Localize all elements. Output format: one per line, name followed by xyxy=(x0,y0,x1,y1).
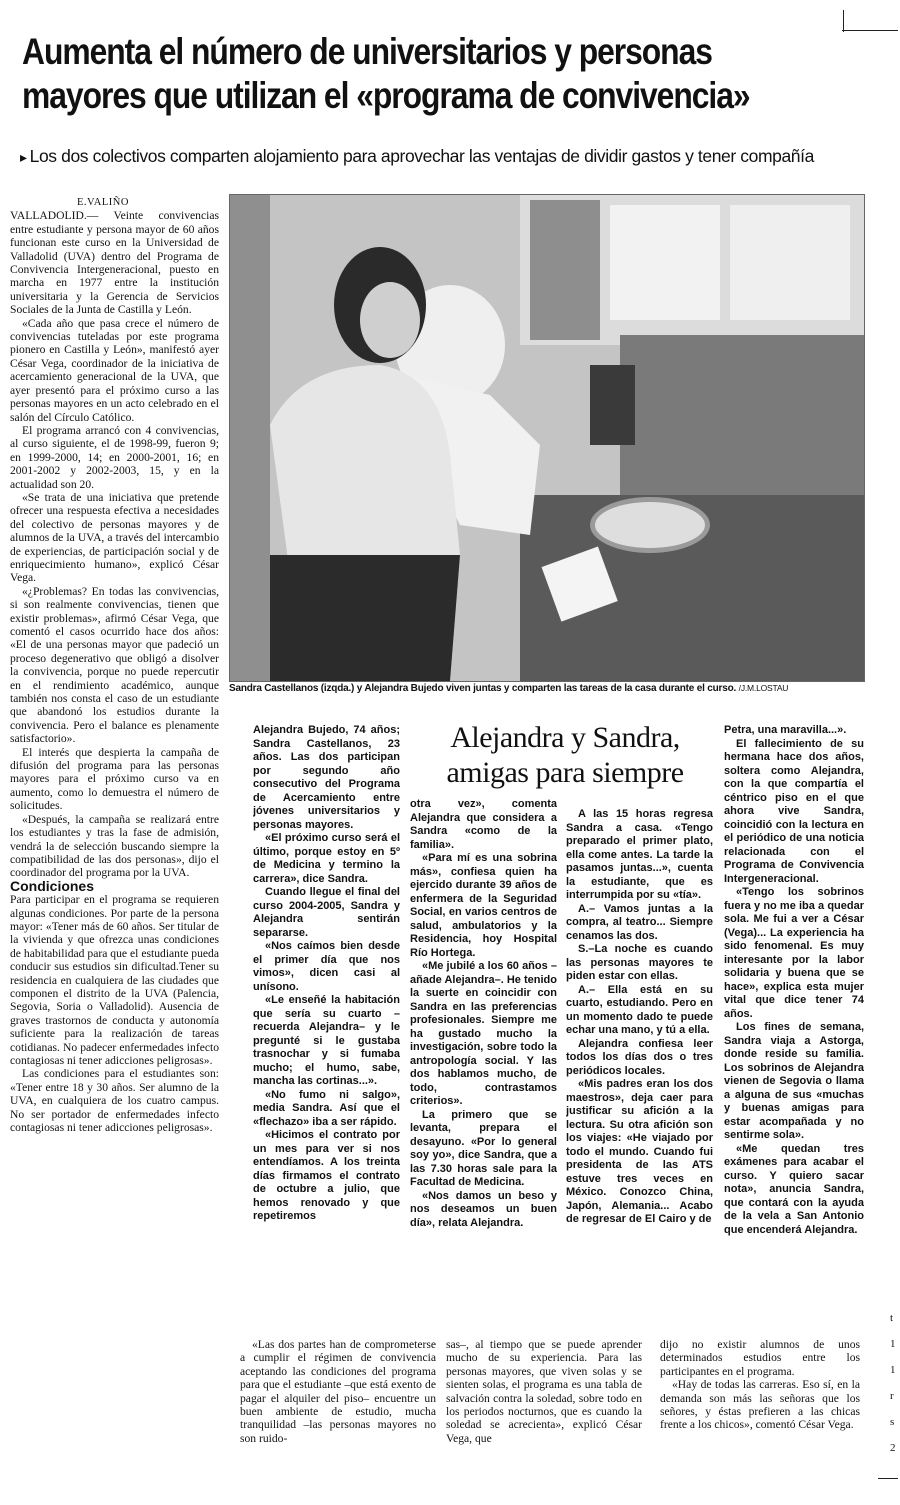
paragraph: Alejandra confiesa leer todos los días dos o tres periódicos locales. xyxy=(566,1037,713,1077)
edge-letter: 2 xyxy=(890,1442,896,1454)
paragraph: VALLADOLID.— Veinte convivencias entre estudiante y persona mayor de 60 años funcionan este curso en la Universidad de Valladolid (UVA) dentro del Programa de Convivencia Intergeneracional, puesto en marcha en 1977 entre la institución universitaria y la Gerencia de Servicios Sociales de la Junta de Castilla y León. xyxy=(10,209,219,317)
sidebar-column-2 xyxy=(410,798,557,1328)
bottom-column-2 xyxy=(446,1338,642,1473)
edge-letter: 1 xyxy=(890,1364,896,1376)
paragraph: La primero que se levanta, prepara el desayuno. «Por lo general soy yo», dice Sandra, que a las 7.30 horas sale para la Facultad de Medicina. xyxy=(410,1108,557,1188)
paragraph: A.– Ella está en su cuarto, estudiando. Pero en un momento dado te puede echar una mano, y tú a ella. xyxy=(566,983,713,1036)
paragraph: «Le enseñé la habitación que sería su cuarto –recuerda Alejandra– y le pregunté si le gustaba trasnochar y si fumaba mucho; el humo, sabe, mancha las cortinas...». xyxy=(253,994,400,1087)
sidebar-column-1 xyxy=(253,724,400,1328)
photo xyxy=(229,194,865,682)
paragraph: dijo no existir alumnos de unos determinados estudios entre los participantes en el programa. xyxy=(660,1338,860,1378)
edge-letter: t xyxy=(890,1312,894,1324)
byline: E.VALIÑO xyxy=(77,197,129,208)
right-edge-vline xyxy=(843,10,844,32)
edge-letter: r xyxy=(890,1390,894,1402)
section-title: Condiciones xyxy=(10,877,95,894)
paragraph: Para participar en el programa se requieren algunas condiciones. Por parte de la persona mayor: «Tener más de 60 años. Ser titular de la vivienda y que ofrezca unas condiciones de habitabilidad para que el estudiante pueda conducir sus estudios sin dificultad.Tener su residencia en cualquiera de las ciudades que componen el distrito de la UVA (Palencia, Segovia, Soria o Valladolid). Ausencia de graves trastornos de conducta y autonomía suficiente para la realización de tareas cotidianas. No padecer enfermedades infecto contagiosas ni tener adicciones peligrosas». xyxy=(10,893,219,1067)
caption-text: Sandra Castellanos (izqda.) y Alejandra Bujedo viven juntas y comparten las tareas de la casa durante el curso. xyxy=(229,683,737,694)
paragraph: Petra, una maravilla...». xyxy=(724,724,847,736)
paragraph: S.–La noche es cuando las personas mayores te piden estar con ellas. xyxy=(566,943,713,982)
paragraph: otra vez», comenta Alejandra que considera a Sandra «como de la familia». xyxy=(410,798,557,851)
triangle-bullet-icon: ▸ xyxy=(20,149,27,165)
paragraph: El interés que despierta la campaña de difusión del programa para las personas mayores para el próximo curso va en aumento, como lo demuestra el número de solicitudes. xyxy=(10,745,219,813)
paragraph: «Después, la campaña se realizará entre los estudiantes y tras la fase de admisión, vendrá la de selección buscando siempre la compatibilidad de las dos personas», dijo el coordinador del programa por la UVA. xyxy=(10,812,219,880)
sidebar-title-line-2: amigas para siempre xyxy=(446,756,684,789)
paragraph: «¿Problemas? En todas las convivencias, si son realmente convivencias, tienen que existir problemas», afirmó César Vega, que comentó el casos ocurrido hace dos años: «El de una personas mayor que padeció un proceso degenerativo que obligó a disolver la convivencia, porque no puede repercutir en el rendimiento académico, aunque también nos consta el caso de un estudiante que abandonó los estudios durante la convivencia. Pero el balance es plenamente satisfactorio». xyxy=(10,584,219,746)
paragraph: «Me jubilé a los 60 años –añade Alejandra–. He tenido la suerte en coincidir con Sandra en las preferencias profesionales. Siempre me ha gustado mucho la investigación, sobre todo la antropología social. Y las dos hablamos mucho, de todo, contrastamos criterios». xyxy=(410,960,557,1107)
paragraph: «Se trata de una iniciativa que pretende ofrecer una respuesta efectiva a necesidades del colectivo de personas mayores y de alumnos de la UVA, a través del intercambio de experiencias, de participación social y de enriquecimiento humano», explicó César Vega. xyxy=(10,490,219,585)
paragraph: «El próximo curso será el último, porque estoy en 5º de Medicina y termino la carrera», dice Sandra. xyxy=(253,832,400,885)
paragraph: Las condiciones para el estudiantes son: «Tener entre 18 y 30 años. Ser alumno de la UVA, en cualquiera de los cuatro campus. No ser portador de enfermedades infecto contagiosas ni tener adicciones peligrosas». xyxy=(10,1067,219,1135)
paragraph: Los fines de semana, Sandra viaja a Astorga, donde reside su familia. Los sobrinos de Alejandra vienen de Segovia o llama a alguna de sus «muchas y buenas amigas para estar acompañada y no sentirme sola». xyxy=(724,1021,864,1141)
photo-caption xyxy=(229,683,869,694)
bottom-column-3 xyxy=(660,1338,860,1473)
paragraph: El fallecimiento de su hermana hace dos años, soltera como Alejandra, con la que compartía el céntrico piso en el que ahora vive Sandra, coincidió con la lectura en el periódico de una noticia relacionada con el Programa de Convivencia Intergeneracional. xyxy=(724,737,864,885)
paragraph: Cuando llegue el final del curso 2004-2005, Sandra y Alejandra sentirán separarse. xyxy=(253,886,400,939)
headline-line-1: Aumenta el número de universitarios y personas xyxy=(22,31,712,72)
right-edge-bottom-line xyxy=(878,1478,898,1479)
paragraph: «No fumo ni salgo», media Sandra. Así que el «flechazo» iba a ser rápido. xyxy=(253,1088,400,1128)
photo-image xyxy=(230,195,864,681)
paragraph: «Cada año que pasa crece el número de convivencias tuteladas por este programa pionero en Castilla y León», manifestó ayer César Vega, coordinador de la iniciativa de acercamiento generacional de la UVA, que ayer presentó para el próximo curso a las personas mayores en un acto celebrado en el salón del Círculo Católico. xyxy=(10,316,219,424)
paragraph: «Hay de todas las carreras. Eso sí, en la demanda son más las señoras que los señores, y éstas prefieren a las chicas frente a los chicos», comentó César Vega. xyxy=(660,1378,860,1432)
paragraph: «Mis padres eran los dos maestros», deja caer para justificar su afición a la lectura. Su otra afición son los viajes: «He viajado por todo el mundo. Cuando fui presidenta de las ATS estuve tres veces en México. Conozco China, Japón, Alemania... Acabo de regresar de El Cairo y de xyxy=(566,1078,713,1225)
paragraph: «Nos damos un beso y nos deseamos un buen día», relata Alejandra. xyxy=(410,1189,557,1229)
headline xyxy=(22,30,873,118)
bottom-column-1 xyxy=(240,1338,436,1473)
paragraph: «Me quedan tres exámenes para acabar el curso. Y quiero sacar nota», anuncia Sandra, que contará con la ayuda de la vela a San Antonio que encenderá Alejandra. xyxy=(724,1142,864,1236)
paragraph: A las 15 horas regresa Sandra a casa. «Tengo preparado el primer plato, ella come antes. La tarde la pasamos juntas...», cuenta la estudiante, que es interrumpida por su «tía». xyxy=(566,808,713,901)
photo-credit: /J.M.LOSTAU xyxy=(738,683,789,693)
paragraph: «Las dos partes han de comprometerse a cumplir el régimen de convivencia aceptando las condiciones del programa para que el estudiante –que está exento de pagar el alquiler del piso– encuentre un buen ambiente de estudio, mucha tranquilidad –las personas mayores no son ruido- xyxy=(240,1338,436,1445)
paragraph: «Hicimos el contrato por un mes para ver si nos entendíamos. A los treinta días firmamos el contrato de octubre a julio, que hemos renovado y que repetiremos xyxy=(253,1129,400,1222)
headline-line-2: mayores que utilizan el «programa de convivencia» xyxy=(22,75,750,116)
paragraph: «Para mí es una sobrina más», confiesa quien ha ejercido durante 39 años de enfermera de la Seguridad Social, en varios centros de salud, ambulatorios y la Residencia, hoy Hospital Río Hortega. xyxy=(410,852,557,959)
main-column xyxy=(10,196,219,1468)
subheadline-text: Los dos colectivos comparten alojamiento para aprovechar las ventajas de dividir gastos y tener compañía xyxy=(29,146,814,166)
paragraph: «Tengo los sobrinos fuera y no me iba a quedar sola. Me fui a ver a César (Vega)... La experiencia ha sido fenomenal. Es muy interesante por la labor solidaria y buena que se hace», explica esta mujer vital que dice tener 74 años. xyxy=(724,886,864,1020)
subheadline xyxy=(20,145,890,168)
sidebar-column-3 xyxy=(566,808,713,1328)
paragraph: «Nos caímos bien desde el primer día que nos vimos», dicen casi al unísono. xyxy=(253,940,400,993)
sidebar-column-4 xyxy=(724,724,864,1328)
paragraph: El programa arrancó con 4 convivencias, al curso siguiente, el de 1998-99, fueron 9; en 1999-2000, 14; en 2000-2001, 16; en 2001-2002 y 2002-2003, 15, y en la actualidad son 20. xyxy=(10,423,219,491)
paragraph: sas–, al tiempo que se puede aprender mucho de su experiencia. Para las personas mayores, que viven solas y se sienten solas, el programa es una tabla de salvación contra la soledad, sobre todo en los periodos nocturnos, que es cuando la soledad se acrecienta», explicó César Vega, que xyxy=(446,1338,642,1445)
sidebar-title-line-1: Alejandra y Sandra, xyxy=(450,721,680,754)
paragraph: Alejandra Bujedo, 74 años; Sandra Castellanos, 23 años. Las dos participan por segundo año consecutivo del Programa de Acercamiento entre jóvenes universitarios y personas mayores. xyxy=(253,724,400,831)
sidebar-title xyxy=(415,720,715,790)
edge-fragments xyxy=(890,1305,900,1461)
edge-letter: s xyxy=(890,1416,895,1428)
paragraph: A.– Vamos juntas a la compra, al teatro... Siempre cenamos las dos. xyxy=(566,902,713,942)
edge-letter: 1 xyxy=(890,1338,896,1350)
